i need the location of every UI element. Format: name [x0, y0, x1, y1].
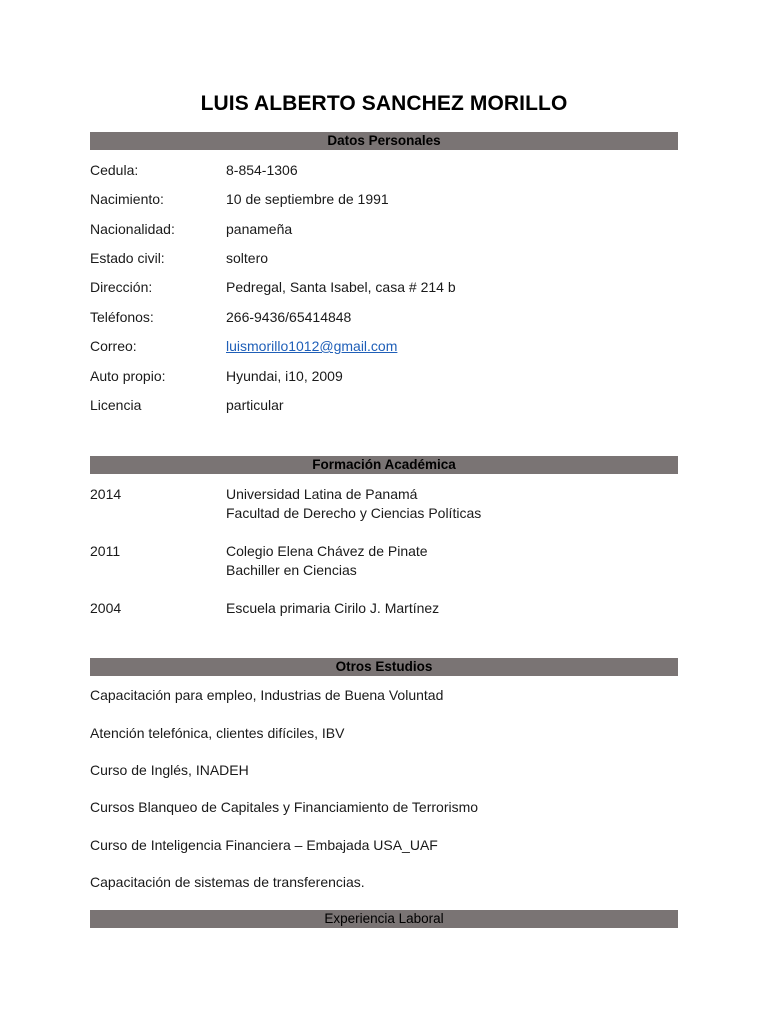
- field-value: panameña: [226, 221, 293, 237]
- field-label: Teléfonos:: [90, 309, 154, 325]
- education-degree: Facultad de Derecho y Ciencias Políticas: [226, 505, 482, 521]
- study-item: Curso de Inglés, INADEH: [90, 762, 249, 778]
- field-label: Dirección:: [90, 279, 153, 295]
- section-header-personal: Datos Personales: [90, 132, 678, 150]
- section-header-experience: Experiencia Laboral: [90, 910, 678, 928]
- field-label: Estado civil:: [90, 250, 165, 266]
- education-degree: Bachiller en Ciencias: [226, 562, 357, 578]
- field-value: 266-9436/65414848: [226, 309, 352, 325]
- education-institution: Escuela primaria Cirilo J. Martínez: [226, 600, 440, 616]
- field-value: particular: [226, 397, 284, 413]
- field-label: Cedula:: [90, 162, 139, 178]
- email-link[interactable]: luismorillo1012@gmail.com: [226, 338, 398, 354]
- field-label: Correo:: [90, 338, 137, 354]
- education-institution: Colegio Elena Chávez de Pinate: [226, 543, 428, 559]
- field-label: Nacionalidad:: [90, 221, 175, 237]
- study-item: Curso de Inteligencia Financiera – Embajada USA_UAF: [90, 837, 438, 853]
- section-header-education: Formación Académica: [90, 456, 678, 474]
- education-year: 2014: [90, 486, 122, 502]
- study-item: Capacitación de sistemas de transferencias.: [90, 874, 365, 890]
- study-item: Capacitación para empleo, Industrias de Buena Voluntad: [90, 687, 444, 703]
- field-label: Auto propio:: [90, 368, 166, 384]
- field-label: Nacimiento:: [90, 191, 164, 207]
- study-item: Atención telefónica, clientes difíciles, IBV: [90, 725, 345, 741]
- section-header-other-studies: Otros Estudios: [90, 658, 678, 676]
- education-details: [226, 542, 428, 580]
- education-institution: Universidad Latina de Panamá: [226, 486, 418, 502]
- field-value: Pedregal, Santa Isabel, casa # 214 b: [226, 279, 456, 295]
- field-value: soltero: [226, 250, 269, 266]
- field-value: Hyundai, i10, 2009: [226, 368, 343, 384]
- field-label: Licencia: [90, 397, 142, 413]
- field-value: [226, 337, 397, 356]
- resume-name: LUIS ALBERTO SANCHEZ MORILLO: [200, 92, 568, 115]
- education-details: [226, 599, 439, 618]
- study-item: Cursos Blanqueo de Capitales y Financiamiento de Terrorismo: [90, 799, 479, 815]
- field-value: 8-854-1306: [226, 162, 298, 178]
- field-value: 10 de septiembre de 1991: [226, 191, 389, 207]
- education-year: 2004: [90, 600, 122, 616]
- education-year: 2011: [90, 543, 121, 559]
- education-details: [226, 485, 481, 523]
